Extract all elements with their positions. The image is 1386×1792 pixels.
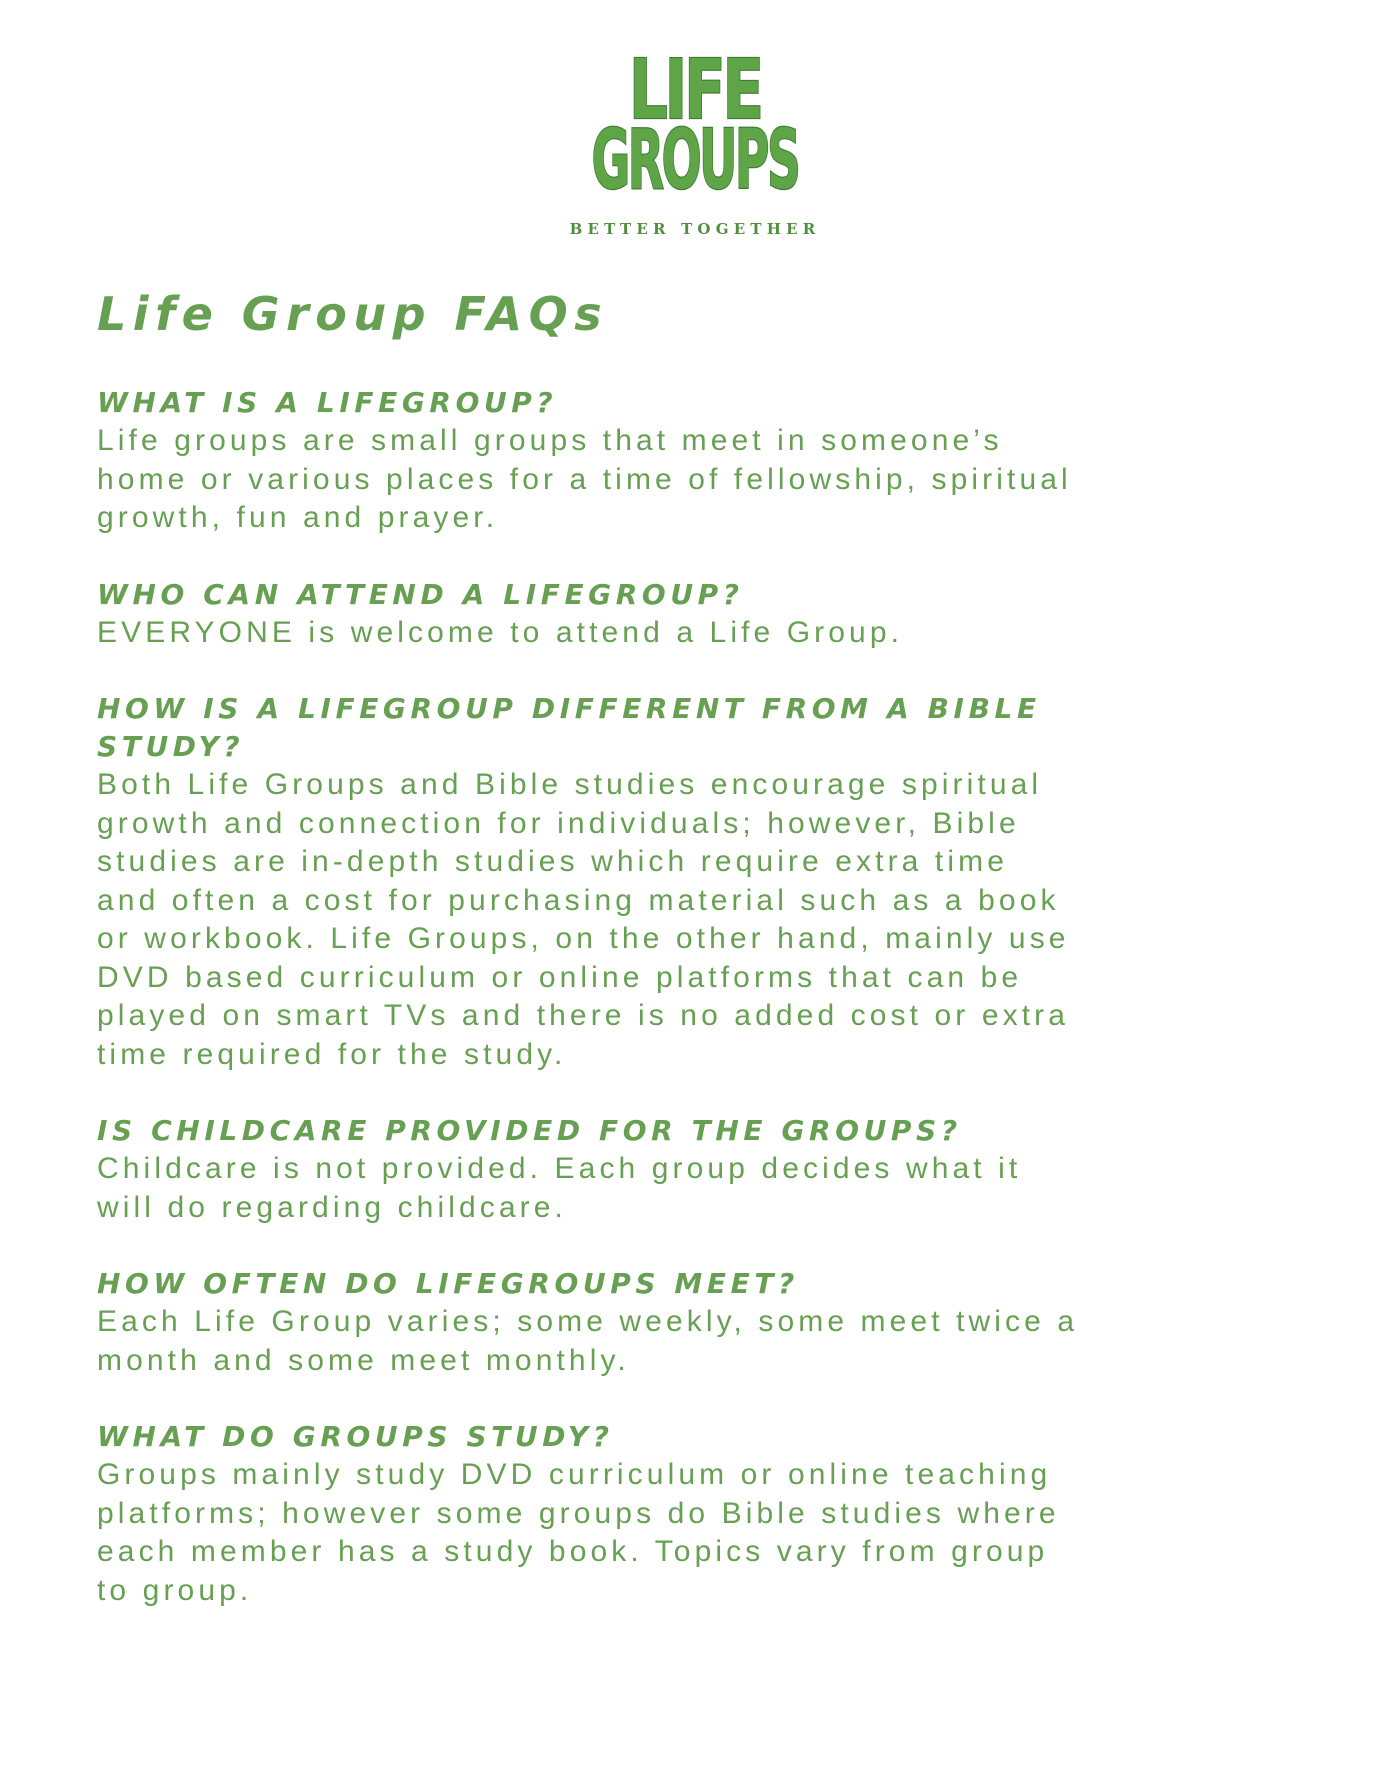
faq-answer: Life groups are small groups that meet in someone’s home or various places for a time of fellowship, spiritual growth, fun and prayer. (97, 424, 1072, 534)
faq-question: WHAT IS A LIFEGROUP? (97, 386, 558, 419)
faq-question: IS CHILDCARE PROVIDED FOR THE GROUPS? (97, 1114, 962, 1147)
faq-question: WHAT DO GROUPS STUDY? (97, 1420, 614, 1453)
faq-item (97, 690, 1327, 1074)
faq-item (97, 1112, 1327, 1227)
faq-answer: Each Life Group varies; some weekly, some meet twice a month and some meet monthly. (97, 1305, 1079, 1377)
logo-line-life: LIFE (628, 48, 762, 139)
logo-line-groups: GROUPS (591, 111, 799, 208)
faq-question: WHO CAN ATTEND A LIFEGROUP? (97, 577, 744, 611)
logo-graphic (570, 48, 820, 244)
faq-item (97, 1265, 1327, 1380)
faq-answer: Childcare is not provided. Each group decides what it will do regarding childcare. (97, 1152, 1022, 1224)
faq-answer: Both Life Groups and Bible studies encourage spiritual growth and connection for individuals; however, Bible studies are in-depth studies which require extra time and often a cost for purchasing material such as a book or workbook. Life Groups, on the other hand, mainly use DVD based curriculum or online platforms that can be played on smart TVs and there is no added cost or extra time required for the study. (97, 768, 1070, 1071)
life-groups-logo (570, 48, 820, 244)
faq-item (97, 576, 1327, 653)
faq-item (97, 1418, 1327, 1610)
faq-answer: Groups mainly study DVD curriculum or online teaching platforms; however some groups do Bible studies where each member has a study book. Topics vary from group to group. (97, 1458, 1060, 1607)
logo-tagline: BETTER TOGETHER (570, 220, 820, 238)
faq-item (97, 384, 1327, 538)
page-title: Life Group FAQs (97, 287, 609, 341)
faq-list (97, 384, 1327, 1648)
faq-question: HOW IS A LIFEGROUP DIFFERENT FROM A BIBLE STUDY? (97, 692, 1041, 763)
faq-question: HOW OFTEN DO LIFEGROUPS MEET? (97, 1267, 799, 1300)
faq-answer: EVERYONE is welcome to attend a Life Group. (97, 615, 904, 649)
